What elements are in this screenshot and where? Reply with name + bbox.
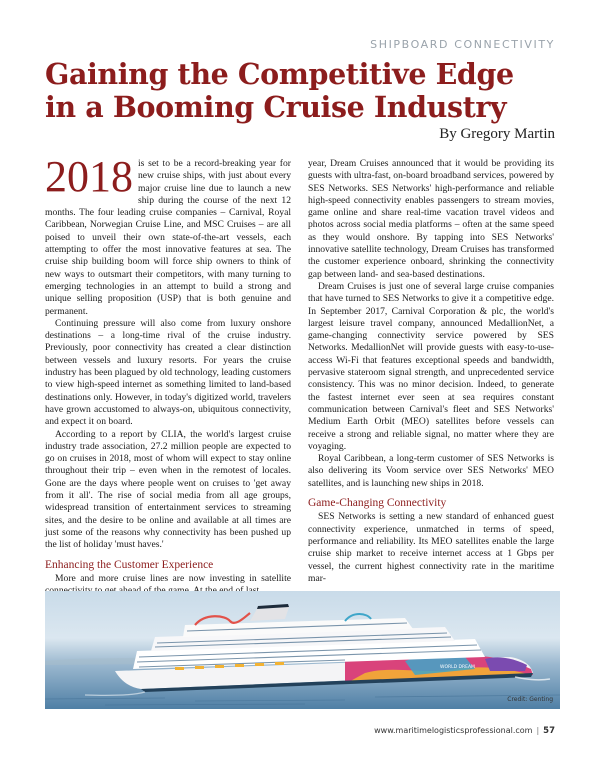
page-number: 57: [543, 726, 555, 736]
cruise-ship-illustration: [45, 591, 560, 709]
left-column: [45, 152, 291, 597]
page-footer: [374, 726, 555, 736]
paragraph: Dream Cruises is just one of several large cruise companies that have turned to SES Networks to give it a competitive edge. In September 2017, Carnival Corporation & plc, the world's largest leisure travel company, announced MedallionNet, a game-changing connectivity service powered by SES Networks. MedallionNet will provide guests with easy-to-use-access Wi-Fi that features exceptional speeds and bandwidth, pervasive stateroom signal strength, and unprecedented service consistency. This was no minor decision. Indeed, to generate the fastest internet ever seen at sea requires constant communication between Carnival's fleet and SES Networks' Medium Earth Orbit (MEO) satellites before vessels can receive a strong and reliable signal, no matter where they are voyaging.: [308, 280, 554, 452]
drop-cap: 2018: [45, 152, 133, 201]
right-column: [308, 158, 554, 585]
headline-line-2: in a Booming Cruise Industry: [45, 90, 507, 124]
section-subhead: Game-Changing Connectivity: [308, 497, 447, 510]
footer-url[interactable]: www.maritimelogisticsprofessional.com: [374, 726, 533, 735]
paragraph: year, Dream Cruises announced that it would be providing its guests with ultra-fast, on-board broadband services, powered by SES Networks. SES Networks' high-performance and reliable high-speed connectivity enables passengers to stream movies, game online and share real-time vacation travel videos and photos across social media platforms – often at the same speed as they would onshore. By tapping into SES Networks' innovative satellite technology, Dream Cruises has transformed the customer experience onboard, shrinking the connectivity gap between land- and sea-based destinations.: [308, 158, 554, 280]
paragraph: Royal Caribbean, a long-term customer of SES Networks is also delivering its Voom service over SES Networks' MEO satellites, and is launching new ships in 2018.: [308, 453, 554, 489]
paragraph: [45, 152, 291, 318]
paragraph-text: is set to be a record-breaking year for new cruise ships, with just about every major cruise line due to launch a new ship during the course of the next 12 months. The four leading cruise companies – Carnival, Royal Caribbean, Norwegian Cruise Line, and MSC Cruises – are all poised to unveil their own state-of-the-art vessels, each attempting to offer the most innovative features at sea. The cruise ship building boom will force ship owners to think of new ways to outsmart their competitors, with many turning to emerging technologies in an attempt to build a strong and unique selling proposition (USP) that is both genuine and permanent.: [45, 158, 291, 317]
ship-name-label: WORLD DREAM: [440, 665, 475, 670]
section-label: SHIPBOARD CONNECTIVITY: [370, 38, 555, 51]
paragraph: More and more cruise lines are now investing in satellite: [55, 572, 291, 584]
section-subhead: Enhancing the Customer Experience: [45, 558, 214, 571]
paragraph: SES Networks is setting a new standard of enhanced guest connectivity experience, unmatched in terms of speed, performance and reliability. Its MEO satellites enable the large cruise ship market to receive internet access at 1 Gbps per vessel, the current highest connectivity rate in the maritime mar-: [308, 511, 554, 584]
article-headline: [45, 58, 565, 124]
paragraph: Continuing pressure will also come from luxury onshore destinations – a long-time rival of the cruise industry. Previously, poor connectivity has created a clear distinction between vessels and luxury resorts. For years the cruise industry has been plagued by old technology, leading customers to view high-speed internet as something limited to land-based destinations only. However, in today's digitized world, travelers have grown accustomed to always-on, ubiquitous connectivity, and expect it on board.: [45, 317, 291, 428]
cruise-ship-photo: [45, 591, 560, 709]
paragraph: According to a report by CLIA, the world's largest cruise industry trade association, 27.2 million people are expected to go on cruises in 2018, most of whom will expect to stay online throughout their trip – even when in the remotest of locales. Gone are the days where people went on cruises to 'get away from it all'. The rise of social media from all age groups, widespread transition of entertainment services to streaming sites, and the desire to be online and available at all times are just some of the reasons why connectivity has been pushed up the list of holiday 'must haves.': [45, 428, 291, 551]
headline-line-1: Gaining the Competitive Edge: [45, 57, 514, 91]
byline: By Gregory Martin: [439, 126, 555, 142]
footer-separator: |: [536, 726, 540, 735]
photo-credit: Credit: Genting: [507, 696, 553, 703]
